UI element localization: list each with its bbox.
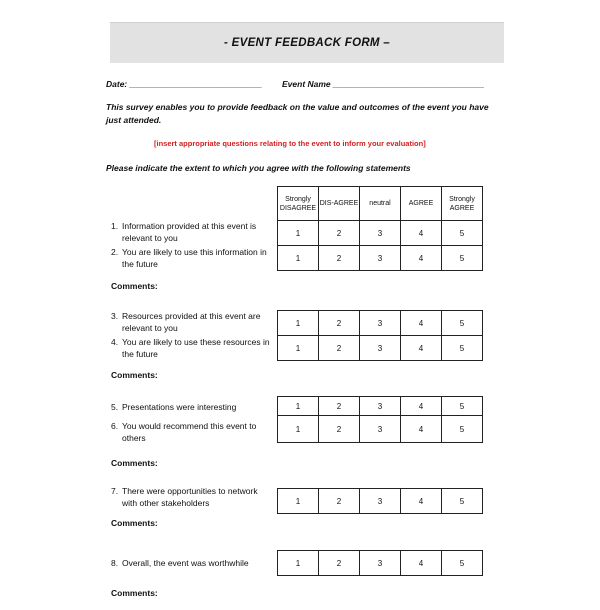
rating-option[interactable]: 5 — [442, 397, 483, 416]
rating-option[interactable]: 1 — [278, 246, 319, 271]
rating-table-1 — [277, 220, 483, 271]
question-8-number: 8. — [111, 558, 119, 568]
rating-option[interactable]: 2 — [319, 397, 360, 416]
question-3-number: 3. — [111, 311, 119, 321]
rating-option[interactable]: 4 — [401, 246, 442, 271]
rating-row-q2 — [278, 246, 483, 271]
rating-option[interactable]: 4 — [401, 397, 442, 416]
rating-option[interactable]: 2 — [319, 311, 360, 336]
rating-table-4 — [277, 488, 483, 514]
question-8-text: Overall, the event was worthwhile — [122, 558, 249, 568]
rating-option[interactable]: 3 — [360, 551, 401, 576]
question-3-text: Resources provided at this event are relevant to you — [122, 311, 261, 333]
rating-option[interactable]: 1 — [278, 416, 319, 443]
rating-row-q4 — [278, 336, 483, 361]
question-2-text: You are likely to use this information in the future — [122, 247, 267, 269]
insert-note: [insert appropriate questions relating to the event to inform your evaluation] — [154, 139, 426, 148]
rating-row-q3 — [278, 311, 483, 336]
rating-option[interactable]: 4 — [401, 416, 442, 443]
instruction-text: Please indicate the extent to which you agree with the following statements — [106, 163, 411, 173]
rating-option[interactable]: 4 — [401, 221, 442, 246]
rating-option[interactable]: 3 — [360, 416, 401, 443]
rating-option[interactable]: 1 — [278, 311, 319, 336]
rating-option[interactable]: 1 — [278, 489, 319, 514]
question-4-number: 4. — [111, 337, 119, 347]
rating-row-q8 — [278, 551, 483, 576]
rating-row-q1 — [278, 221, 483, 246]
question-7-number: 7. — [111, 486, 119, 496]
question-6-number: 6. — [111, 421, 119, 431]
rating-row-q7 — [278, 489, 483, 514]
comments-label-2: Comments: — [111, 370, 158, 380]
comments-label-4: Comments: — [111, 518, 158, 528]
question-5-number: 5. — [111, 402, 119, 412]
rating-option[interactable]: 2 — [319, 246, 360, 271]
rating-option[interactable]: 4 — [401, 336, 442, 361]
rating-option[interactable]: 2 — [319, 489, 360, 514]
scale-header-table — [277, 186, 483, 221]
rating-option[interactable]: 3 — [360, 221, 401, 246]
rating-option[interactable]: 2 — [319, 416, 360, 443]
event-name-field-label: Event Name ________________________________ — [282, 79, 485, 89]
question-2-number: 2. — [111, 247, 119, 257]
scale-header-agree: AGREE — [401, 187, 442, 221]
rating-option[interactable]: 5 — [442, 416, 483, 443]
rating-option[interactable]: 1 — [278, 221, 319, 246]
rating-table-2 — [277, 310, 483, 361]
rating-option[interactable]: 1 — [278, 551, 319, 576]
scale-header-strongly-agree: Strongly AGREE — [442, 187, 483, 221]
rating-option[interactable]: 1 — [278, 397, 319, 416]
date-field-label: Date: ____________________________ — [106, 79, 262, 89]
rating-table-5 — [277, 550, 483, 576]
rating-option[interactable]: 5 — [442, 246, 483, 271]
rating-row-q5 — [278, 397, 483, 416]
comments-label-5: Comments: — [111, 588, 158, 598]
rating-option[interactable]: 2 — [319, 221, 360, 246]
question-1-text: Information provided at this event is relevant to you — [122, 221, 257, 243]
comments-label-3: Comments: — [111, 458, 158, 468]
rating-option[interactable]: 4 — [401, 311, 442, 336]
question-4-text: You are likely to use these resources in the future — [122, 337, 270, 359]
rating-option[interactable]: 3 — [360, 489, 401, 514]
rating-option[interactable]: 5 — [442, 221, 483, 246]
scale-header-neutral: neutral — [360, 187, 401, 221]
rating-option[interactable]: 5 — [442, 336, 483, 361]
intro-text: This survey enables you to provide feedback on the value and outcomes of the event you have just attended. — [106, 102, 489, 125]
rating-option[interactable]: 3 — [360, 246, 401, 271]
rating-option[interactable]: 5 — [442, 489, 483, 514]
question-7-text: There were opportunities to network with other stakeholders — [122, 486, 258, 508]
rating-option[interactable]: 4 — [401, 489, 442, 514]
rating-option[interactable]: 5 — [442, 551, 483, 576]
rating-option[interactable]: 1 — [278, 336, 319, 361]
rating-option[interactable]: 4 — [401, 551, 442, 576]
rating-option[interactable]: 5 — [442, 311, 483, 336]
question-6-text: You would recommend this event to others — [122, 421, 257, 443]
rating-option[interactable]: 2 — [319, 336, 360, 361]
rating-option[interactable]: 3 — [360, 311, 401, 336]
rating-row-q6 — [278, 416, 483, 443]
comments-label-1: Comments: — [111, 281, 158, 291]
scale-header-disagree: DIS-AGREE — [319, 187, 360, 221]
rating-table-3 — [277, 396, 483, 443]
rating-option[interactable]: 3 — [360, 397, 401, 416]
rating-option[interactable]: 2 — [319, 551, 360, 576]
form-title: - EVENT FEEDBACK FORM – — [110, 22, 504, 63]
scale-header-strongly-disagree: Strongly DISAGREE — [278, 187, 319, 221]
question-5-text: Presentations were interesting — [122, 402, 237, 412]
question-1-number: 1. — [111, 221, 119, 231]
rating-option[interactable]: 3 — [360, 336, 401, 361]
